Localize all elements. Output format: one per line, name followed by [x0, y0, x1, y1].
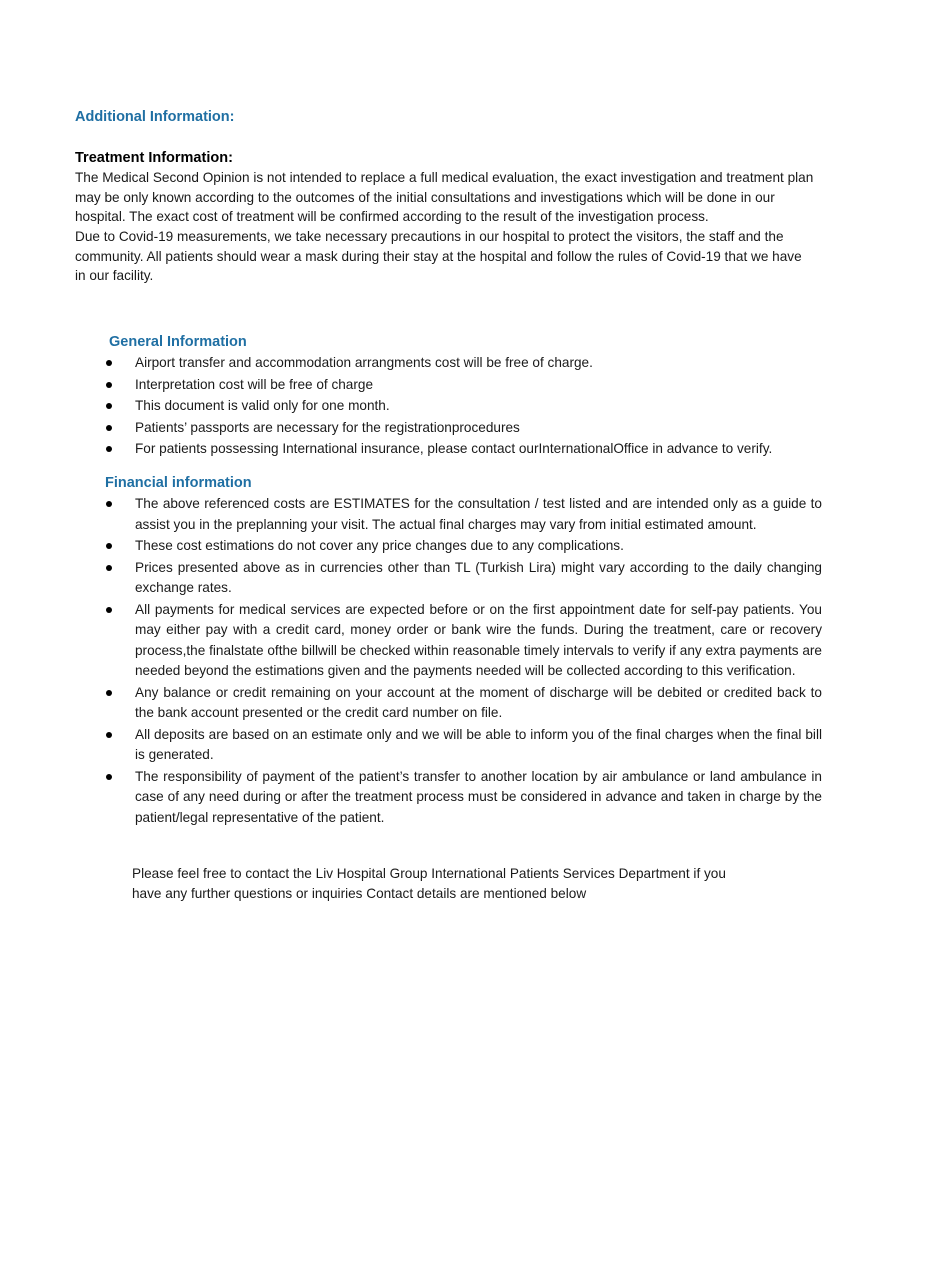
general-information-heading: General Information — [109, 334, 247, 350]
list-item — [105, 396, 825, 417]
bullet-icon — [106, 382, 112, 388]
bullet-icon — [106, 690, 112, 696]
list-item — [105, 725, 822, 766]
list-item-text: For patients possessing International insurance, please contact ourInternationalOffice in advance to verify. — [135, 441, 773, 456]
list-item-text: Patients’ passports are necessary for the registrationprocedures — [135, 419, 520, 435]
bullet-icon — [106, 446, 112, 452]
list-item-text: This document is valid only for one month. — [135, 398, 390, 413]
list-item — [105, 536, 822, 557]
list-item — [105, 353, 825, 374]
list-item-text: All deposits are based on an estimate only and we will be able to inform you of the final charges when the final bill is generated. — [135, 726, 822, 762]
list-item — [105, 683, 822, 724]
list-item-text: All payments for medical services are expected before or on the first appointment date for self-pay patients. You may either pay with a credit card, money order or bank wire the funds. During the treatment, care or recovery process,the finalstate ofthe billwill be checked within reasonable timely intervals to verify if any extra payments are needed beyond the estimations given and the payments needed will be collected according to this verification. — [135, 601, 822, 678]
bullet-icon — [106, 501, 112, 507]
bullet-icon — [106, 732, 112, 738]
treatment-paragraph-2: Due to Covid-19 measurements, we take necessary precautions in our hospital to protect the visitors, the staff and the community. All patients should wear a mask during their stay at the hospital and follow the rules of Covid-19 that we have in our facility. — [75, 229, 802, 283]
list-item — [105, 494, 822, 535]
contact-line-2: have any further questions or inquiries Contact details are mentioned below — [132, 886, 587, 901]
list-item — [105, 418, 825, 439]
list-item-text: These cost estimations do not cover any price changes due to any complications. — [135, 538, 624, 553]
bullet-icon — [106, 607, 112, 613]
financial-information-heading: Financial information — [105, 475, 252, 491]
list-item-text: The above referenced costs are ESTIMATES for the consultation / test listed and are intended only as a guide to assist you in the preplanning your visit. The actual final charges may vary from initial estimated amount. — [135, 496, 822, 532]
treatment-paragraph-1: The Medical Second Opinion is not intended to replace a full medical evaluation, the exact investigation and treatment plan may be only known according to the outcomes of the initial consultations and investigations which will be done in our hospital. The exact cost of treatment will be confirmed according to the result of the investigation process. — [75, 170, 814, 224]
bullet-icon — [106, 360, 112, 366]
bullet-icon — [106, 403, 112, 409]
treatment-information-heading: Treatment Information: — [75, 150, 233, 166]
list-item-text: Airport transfer and accommodation arrangments cost will be free of charge. — [135, 355, 593, 370]
financial-information-list — [105, 494, 822, 829]
list-item — [105, 600, 822, 682]
bullet-icon — [106, 425, 112, 431]
bullet-icon — [106, 565, 112, 571]
bullet-icon — [106, 543, 112, 549]
list-item — [105, 558, 822, 599]
list-item — [105, 439, 825, 460]
bullet-icon — [106, 774, 112, 780]
list-item-text: Any balance or credit remaining on your account at the moment of discharge will be debited or credited back to the bank account presented or the credit card number on file. — [135, 684, 822, 720]
general-information-list — [105, 353, 825, 461]
list-item — [105, 375, 825, 396]
list-item-text: Interpretation cost will be free of charge — [135, 376, 374, 392]
list-item-text: The responsibility of payment of the patient’s transfer to another location by air ambulance or land ambulance in case of any need during or after the treatment process must be considered in advance and taken in charge by the patient/legal representative of the patient. — [135, 768, 822, 825]
list-item — [105, 767, 822, 829]
additional-information-heading: Additional Information: — [75, 109, 235, 125]
contact-line-1: Please feel free to contact the Liv Hospital Group International Patients Services Department if you — [132, 866, 726, 881]
list-item-text: Prices presented above as in currencies other than TL (Turkish Lira) might vary according to the daily changing exchange rates. — [135, 559, 822, 595]
